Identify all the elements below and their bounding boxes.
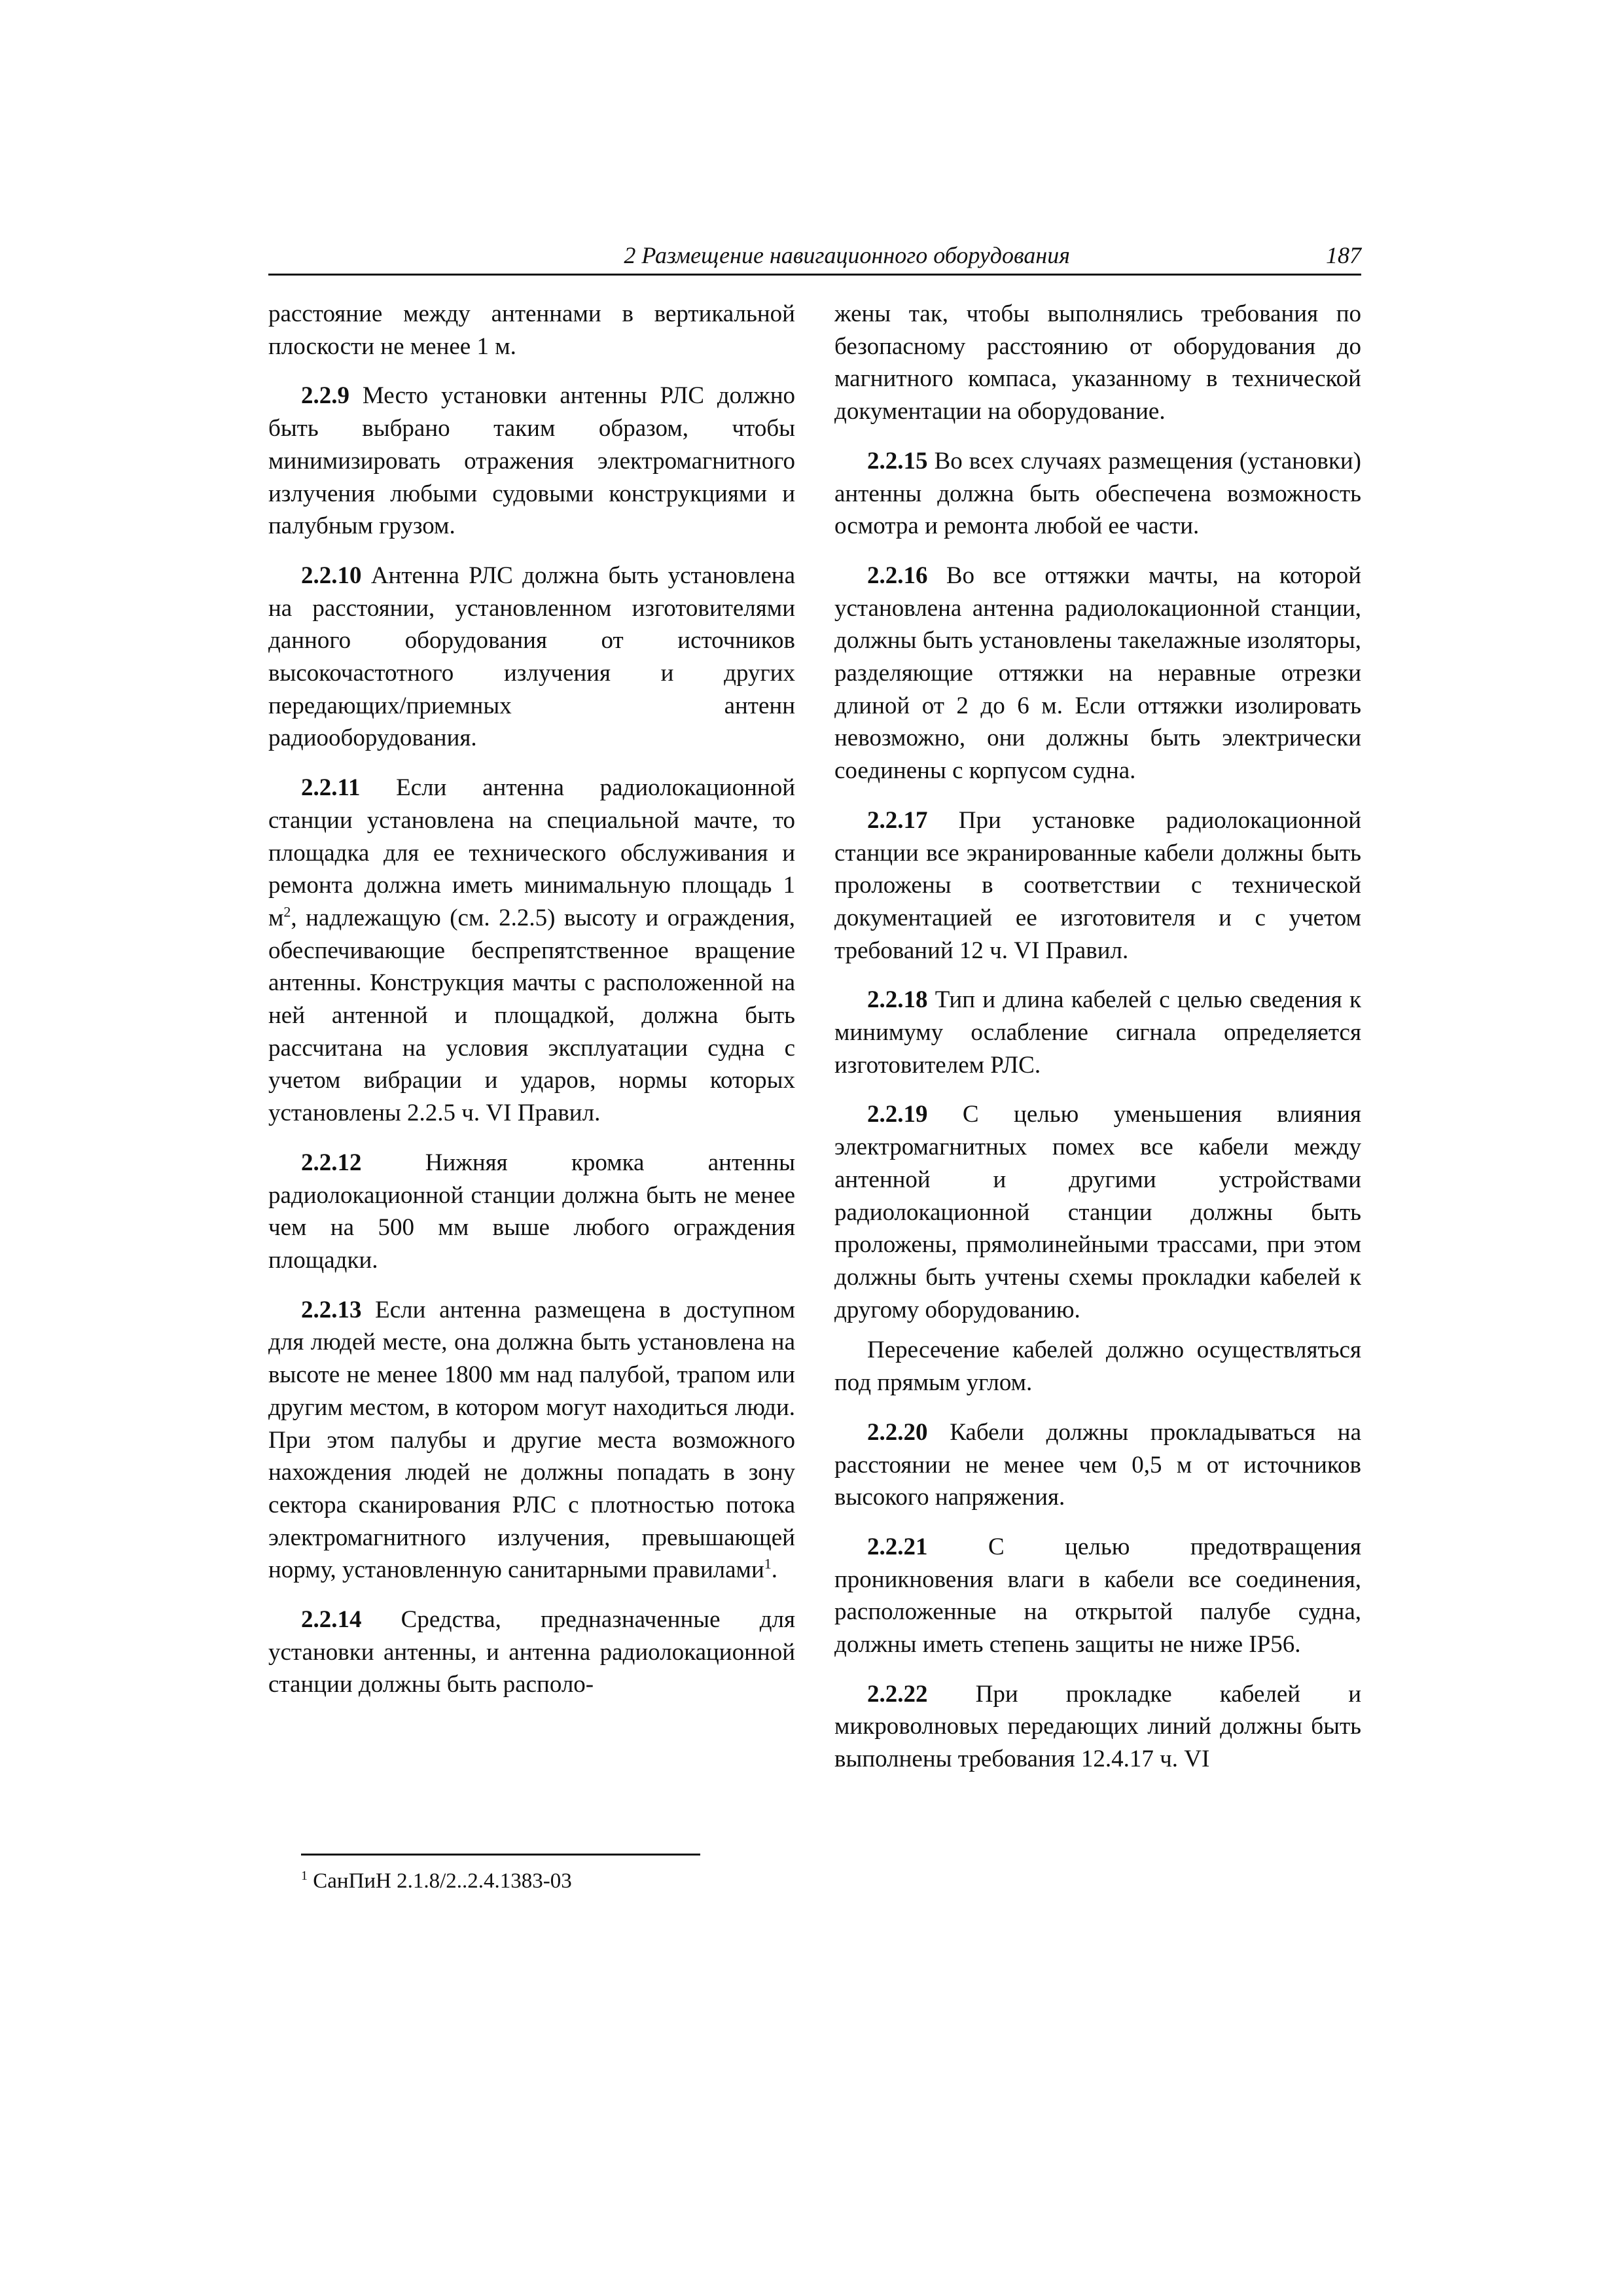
- paragraph-text: С целью предотвращения проникновения влаги в кабели все соединения, расположенные на открытой палубе судна, должны иметь степень защиты не ниже IP56.: [834, 1533, 1361, 1659]
- paragraph-number: 2.2.9: [301, 382, 349, 410]
- page-number: 187: [1326, 242, 1361, 268]
- paragraph-text: .: [771, 1556, 777, 1584]
- paragraph-number: 2.2.19: [867, 1101, 928, 1128]
- paragraph-2-2-21: [834, 1531, 1361, 1661]
- paragraph-2-2-15: [834, 445, 1361, 543]
- paragraph-text: Во всех случаях размещения (установки) антенны должна быть обеспечена возможность осмотра и ремонта любой ее части.: [834, 447, 1362, 540]
- paragraph-2-2-14: [268, 1604, 795, 1701]
- footnote-reference: 1: [764, 1555, 772, 1572]
- paragraph-number: 2.2.10: [301, 562, 362, 589]
- paragraph-text: Место установки антенны РЛС должно быть выбрано таким образом, чтобы минимизировать отражения электромагнитного излучения любыми судовыми конструкциями и палубным грузом.: [268, 382, 795, 540]
- paragraph-2-2-10: [268, 560, 795, 755]
- paragraph-number: 2.2.11: [301, 774, 361, 802]
- paragraph-number: 2.2.22: [867, 1680, 928, 1708]
- paragraph-text: С целью уменьшения влияния электромагнитных помех все кабели между антенной и другими устройствами радиолокационной станции должны быть проложены, прямолинейными трассами, при этом должны быть учтены схемы прокладки кабелей к другому оборудованию.: [834, 1101, 1361, 1323]
- paragraph-text: Кабели должны прокладываться на расстоянии не менее чем 0,5 м от источников высокого напряжения.: [834, 1418, 1362, 1511]
- paragraph-text: При прокладке кабелей и микроволновых передающих линий должны быть выполнены требования 12.4.17 ч. VI: [834, 1680, 1361, 1773]
- paragraph-text: Если антенна размещена в доступном для людей месте, она должна быть установлена на высоте не менее 1800 мм над палубой, трапом или другим местом, в котором могут находиться люди. При этом палубы и другие места возможного нахождения людей не должны попадать в зону сектора сканирования РЛС с плотностью потока электромагнитного излучения, превышающей норму, установленную санитарными правилами: [268, 1296, 796, 1584]
- paragraph-number: 2.2.18: [867, 986, 928, 1014]
- paragraph-2-2-16: [834, 560, 1361, 787]
- paragraph-number: 2.2.17: [867, 806, 928, 834]
- paragraph-number: 2.2.16: [867, 562, 928, 589]
- paragraph-2-2-12: [268, 1147, 795, 1277]
- paragraph-2-2-18: [834, 984, 1361, 1081]
- paragraph-continuation: [268, 298, 795, 363]
- paragraph-2-2-19: [834, 1098, 1361, 1326]
- running-header-title: 2 Размещение навигационного оборудования: [624, 242, 1070, 268]
- paragraph-2-2-19-continued: [834, 1334, 1361, 1399]
- footnote-mark: 1: [301, 1869, 308, 1883]
- paragraph-2-2-9: [268, 380, 795, 543]
- paragraph-text: При установке радиолокационной станции все экранированные кабели должны быть проложены в соответствии с технической документацией ее изготовителя и с учетом требований 12 ч. VI Правил.: [834, 806, 1361, 964]
- footnote-text: СанПиН 2.1.8/2..2.4.1383-03: [313, 1869, 572, 1893]
- paragraph-text: Антенна РЛС должна быть установлена на расстоянии, установленном изготовителями данного оборудования от источников высокочастотного излучения и других передающих/приемных антенн радиооборудования.: [268, 562, 795, 752]
- right-column: [834, 298, 1361, 1793]
- paragraph-2-2-13: [268, 1294, 795, 1587]
- paragraph-2-2-11: [268, 772, 795, 1130]
- paragraph-text: Пересечение кабелей должно осуществляться под прямым углом.: [834, 1336, 1361, 1397]
- paragraph-number: 2.2.13: [301, 1296, 362, 1323]
- paragraph-2-2-20: [834, 1416, 1361, 1514]
- paragraph-number: 2.2.14: [301, 1606, 362, 1634]
- paragraph-text: Средства, предназначенные для установки антенны, и антенна радиолокационной станции должны быть располо-: [268, 1606, 795, 1698]
- paragraph-2-2-17: [834, 804, 1361, 967]
- paragraph-text: Тип и длина кабелей с целью сведения к минимуму ослабление сигнала определяется изготовителем РЛС.: [834, 986, 1361, 1079]
- paragraph-number: 2.2.12: [301, 1149, 362, 1176]
- paragraph-text: Нижняя кромка антенны радиолокационной станции должна быть не менее чем на 500 мм выше любого ограждения площадки.: [268, 1149, 795, 1274]
- running-header: [268, 240, 1361, 276]
- superscript: 2: [283, 903, 291, 920]
- left-column: [268, 298, 795, 1718]
- paragraph-number: 2.2.20: [867, 1418, 928, 1446]
- paragraph-number: 2.2.21: [867, 1533, 928, 1560]
- footnote-divider: [301, 1854, 700, 1856]
- paragraph-2-2-22: [834, 1678, 1361, 1776]
- paragraph-text: Во все оттяжки мачты, на которой установлена антенна радиолокационной станции, должны быть установлены такелажные изоляторы, разделяющие оттяжки на неравные отрезки длиной от 2 до 6 м. Если оттяжки изолировать невозможно, они должны быть электрически соединены с корпусом судна.: [834, 562, 1361, 785]
- footnote: [301, 1867, 572, 1895]
- paragraph-continuation: [834, 298, 1361, 428]
- paragraph-text: , надлежащую (см. 2.2.5) высоту и ограждения, обеспечивающие беспрепятственное вращение антенны. Конструкция мачты с расположенной на ней антенной и площадкой, должна быть рассчитана на условия эксплуатации судна с учетом вибрации и ударов, нормы которых установлены 2.2.5 ч. VI Правил.: [268, 904, 795, 1127]
- paragraph-number: 2.2.15: [867, 447, 928, 475]
- paragraph-text: жены так, чтобы выполнялись требования по безопасному расстоянию от оборудования до магнитного компаса, указанному в технической документации на оборудование.: [834, 300, 1361, 425]
- paragraph-text: Если антенна радиолокационной станции установлена на специальной мачте, то площадка для ее технического обслуживания и ремонта должна иметь минимальную площадь 1 м: [268, 774, 796, 931]
- paragraph-text: расстояние между антеннами в вертикальной плоскости не менее 1 м.: [268, 300, 795, 360]
